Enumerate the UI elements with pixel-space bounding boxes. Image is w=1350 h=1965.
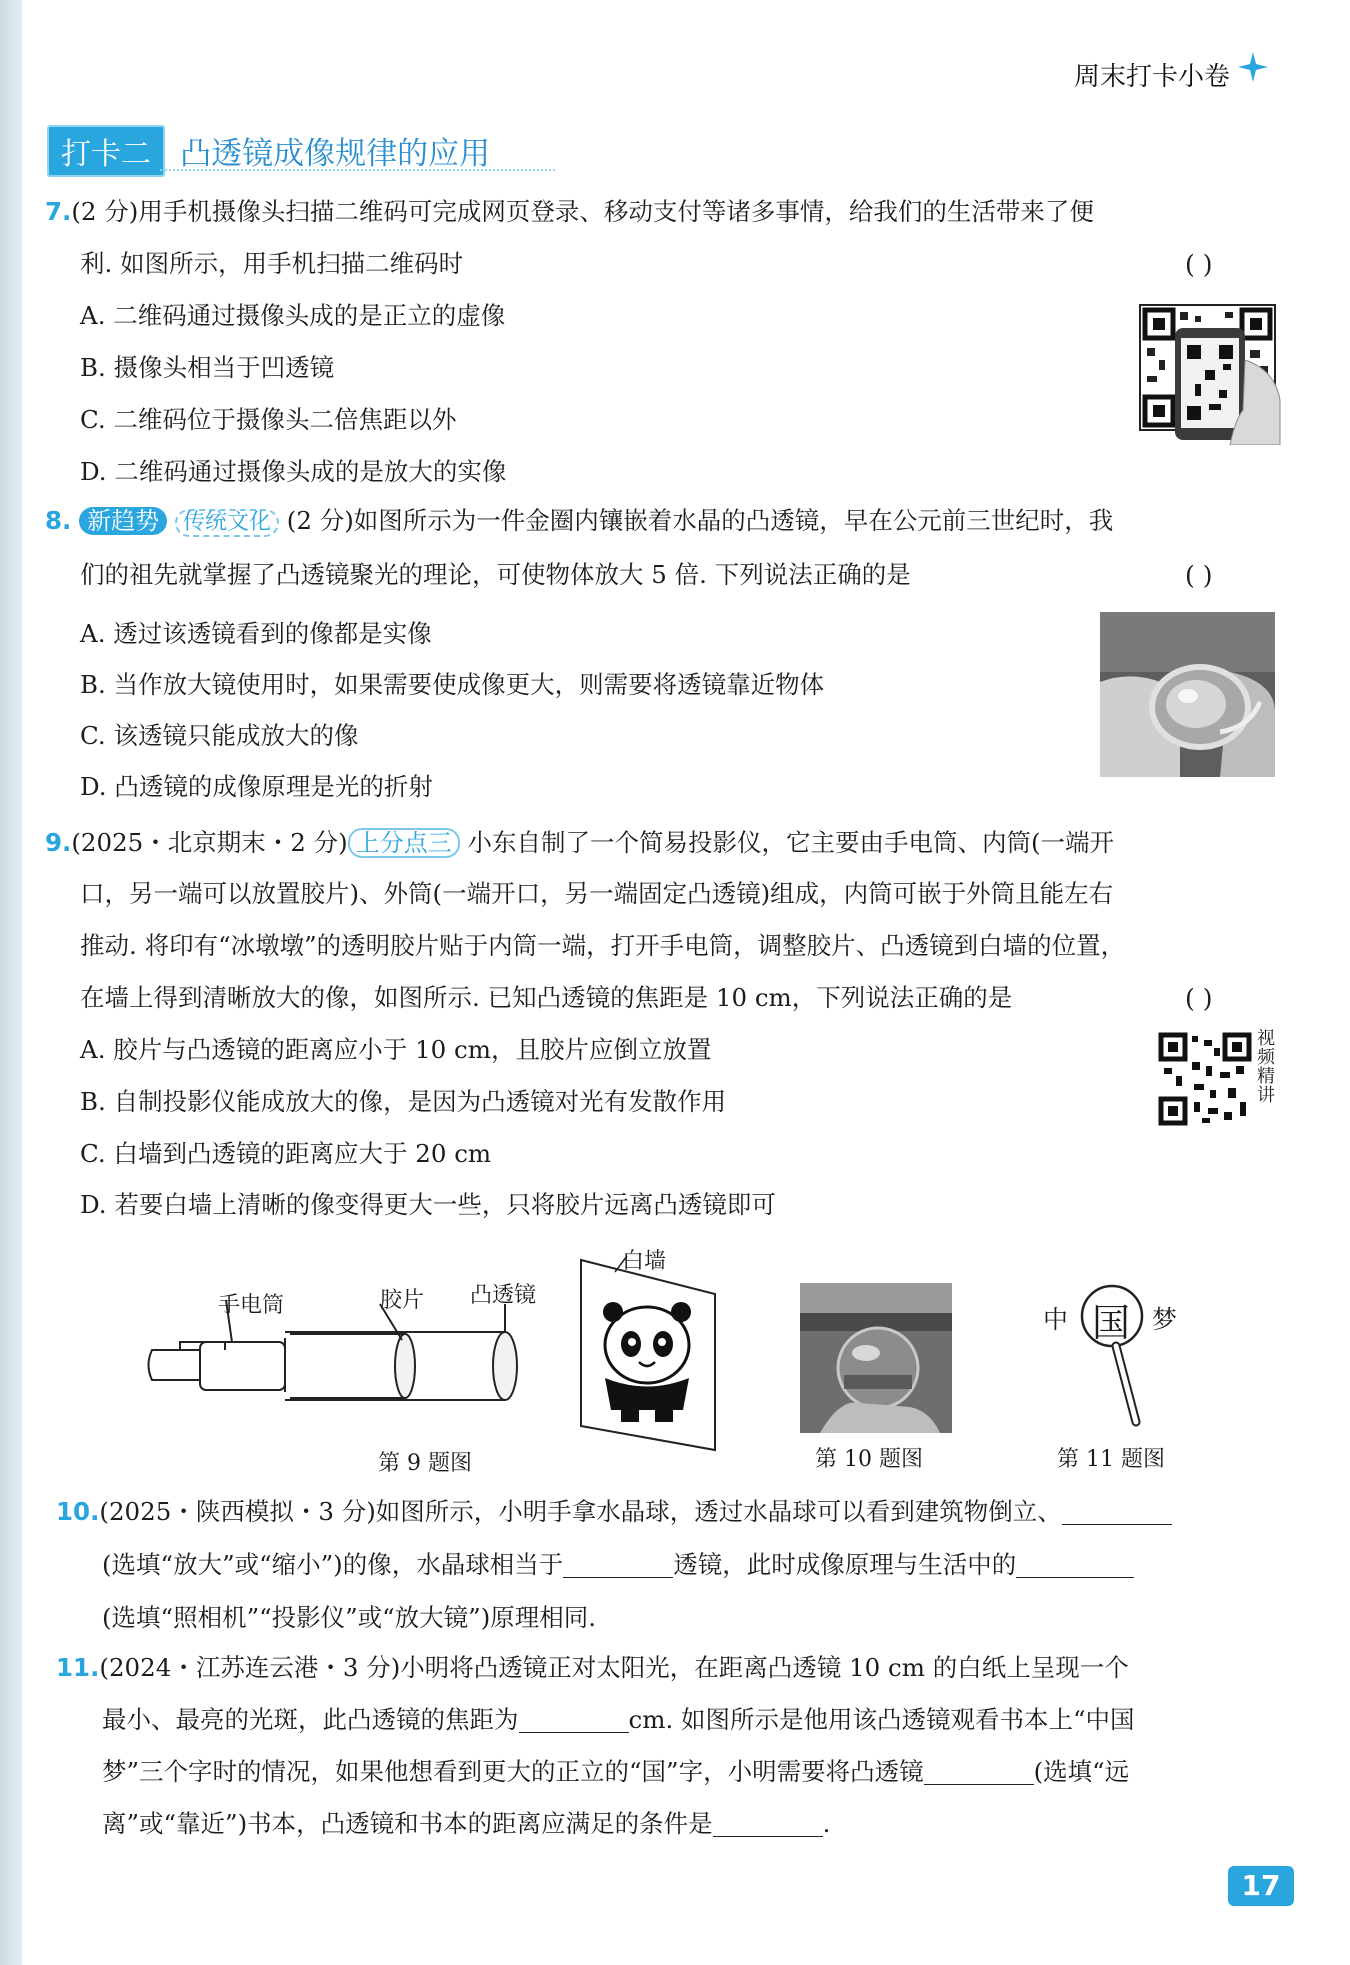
q8-answer-paren[interactable]: ( ) <box>1185 561 1213 590</box>
q9-line-1 <box>45 828 1114 858</box>
page-edge-strip <box>0 0 22 1965</box>
q11-stem-3a: 梦”三个字时的情况，如果他想看到更大的正立的“国”字，小明需要将凸透镜 <box>102 1757 924 1786</box>
q9-stem-3: 推动. 将印有“冰墩墩”的透明胶片贴于内筒一端，打开手电筒，调整胶片、凸透镜到白墙的位置， <box>80 931 1126 960</box>
q11-line-3 <box>102 1757 1130 1786</box>
q11-stem-3b: (选填“远 <box>1033 1757 1130 1786</box>
q10-line-1 <box>56 1497 1172 1526</box>
q11-stem-2b: cm. 如图所示是他用该凸透镜观看书本上“中国 <box>628 1705 1135 1734</box>
q8-option-b[interactable]: B. 当作放大镜使用时，如果需要使成像更大，则需要将透镜靠近物体 <box>80 670 825 699</box>
q11-char-left: 中 <box>1043 1305 1069 1334</box>
q8-tag-culture: 传统文化 <box>175 509 279 537</box>
q9-stem-2: 口，另一端可以放置胶片)、外筒(一端开口，另一端固定凸透镜)组成，内筒可嵌于外筒且能左右 <box>80 879 1114 908</box>
q11-line-2 <box>102 1705 1135 1734</box>
q10-blank-3[interactable] <box>1016 1555 1134 1578</box>
q8-stem-2: 们的祖先就掌握了凸透镜聚光的理论，可使物体放大 5 倍. 下列说法正确的是 <box>80 560 911 589</box>
sparkle-icon <box>1236 50 1270 84</box>
q7-stem-1: (2 分)用手机摄像头扫描二维码可完成网页登录、移动支付等诸多事情，给我们的生活带来了便 <box>71 197 1094 226</box>
section-underline <box>160 166 555 171</box>
q11-char-center: 国 <box>1092 1301 1131 1345</box>
section-heading <box>47 125 490 171</box>
q10-blank-2[interactable] <box>563 1555 673 1578</box>
q7-line-1 <box>45 197 1094 226</box>
q11-blank-1[interactable] <box>519 1710 629 1733</box>
q10-stem-1: (2025・陕西模拟・3 分)如图所示，小明手拿水晶球，透过水晶球可以看到建筑物倒立、 <box>99 1497 1062 1526</box>
q11-stem-4a: 离”或“靠近”)书本，凸透镜和书本的距离应满足的条件是 <box>102 1809 713 1838</box>
q11-stem-4b: . <box>822 1809 831 1838</box>
q9-option-a[interactable]: A. 胶片与凸透镜的距离应小于 10 cm，且胶片应倒立放置 <box>80 1035 712 1064</box>
q11-stem-2a: 最小、最亮的光斑，此凸透镜的焦距为 <box>102 1705 519 1734</box>
section-title: 凸透镜成像规律的应用 <box>180 136 491 172</box>
q7-stem-2: 利. 如图所示，用手机扫描二维码时 <box>80 249 464 278</box>
q9-stem-1: 小东自制了一个简易投影仪，它主要由手电筒、内筒(一端开 <box>467 828 1115 857</box>
q11-char-right: 梦 <box>1152 1305 1178 1334</box>
q11-number: 11. <box>56 1653 100 1682</box>
q9-label-wall: 白墙 <box>622 1249 667 1274</box>
q7-option-c[interactable]: C. 二维码位于摄像头二倍焦距以外 <box>80 405 457 434</box>
video-explain-label: 视频精讲 <box>1257 1028 1275 1106</box>
q10-blank-1[interactable] <box>1062 1502 1172 1525</box>
video-qr-code[interactable] <box>1158 1032 1252 1126</box>
q8-number: 8. <box>45 506 72 535</box>
q10-stem-2b: 透镜，此时成像原理与生活中的 <box>673 1550 1017 1579</box>
q9-option-d[interactable]: D. 若要白墙上清晰的像变得更大一些，只将胶片远离凸透镜即可 <box>80 1190 776 1219</box>
q11-line-4 <box>102 1809 831 1838</box>
q9-source: (2025・北京期末・2 分) <box>71 828 348 857</box>
q9-label-film: 胶片 <box>380 1288 425 1313</box>
header-title: 周末打卡小卷 <box>1073 62 1230 92</box>
section-tag: 打卡二 <box>47 125 165 177</box>
q10-crystal-ball-photo <box>800 1283 952 1433</box>
q8-tag-trend: 新趋势 <box>79 507 167 535</box>
q8-option-d[interactable]: D. 凸透镜的成像原理是光的折射 <box>80 772 433 801</box>
q9-number: 9. <box>45 828 72 857</box>
q9-label-lens: 凸透镜 <box>470 1283 537 1308</box>
q7-qr-phone-figure <box>1135 300 1285 445</box>
q9-figure-caption: 第 9 题图 <box>378 1451 472 1476</box>
q7-number: 7. <box>45 197 72 226</box>
q8-option-c[interactable]: C. 该透镜只能成放大的像 <box>80 721 359 750</box>
q9-answer-paren[interactable]: ( ) <box>1185 984 1213 1013</box>
q10-number: 10. <box>56 1497 100 1526</box>
q7-option-a[interactable]: A. 二维码通过摄像头成的是正立的虚像 <box>80 301 506 330</box>
q9-tag: 上分点三 <box>348 828 460 858</box>
q8-option-a[interactable]: A. 透过该透镜看到的像都是实像 <box>80 619 432 648</box>
q11-figure-caption: 第 11 题图 <box>1057 1447 1165 1472</box>
page-number: 17 <box>1228 1866 1294 1906</box>
q11-blank-2[interactable] <box>924 1762 1034 1785</box>
q11-blank-3[interactable] <box>713 1814 823 1837</box>
q8-line-1 <box>45 507 1113 537</box>
q10-stem-3: (选填“照相机”“投影仪”或“放大镜”)原理相同. <box>102 1603 597 1632</box>
q9-label-flashlight: 手电筒 <box>218 1293 285 1318</box>
q10-stem-2a: (选填“放大”或“缩小”)的像，水晶球相当于 <box>102 1550 564 1579</box>
q10-line-2 <box>102 1550 1134 1579</box>
q7-answer-paren[interactable]: ( ) <box>1185 250 1213 279</box>
q9-option-b[interactable]: B. 自制投影仪能成放大的像，是因为凸透镜对光有发散作用 <box>80 1087 727 1116</box>
q8-stem-1: (2 分)如图所示为一件金圈内镶嵌着水晶的凸透镜，早在公元前三世纪时，我 <box>286 506 1114 535</box>
q11-stem-1: (2024・江苏连云港・3 分)小明将凸透镜正对太阳光，在距离凸透镜 10 cm 的白纸上呈现一个 <box>99 1653 1129 1682</box>
q9-stem-4: 在墙上得到清晰放大的像，如图所示. 已知凸透镜的焦距是 10 cm，下列说法正确的是 <box>80 983 1013 1012</box>
q7-option-d[interactable]: D. 二维码通过摄像头成的是放大的实像 <box>80 457 507 486</box>
q8-crystal-lens-photo <box>1100 612 1275 777</box>
q11-line-1 <box>56 1653 1129 1682</box>
q7-option-b[interactable]: B. 摄像头相当于凹透镜 <box>80 353 335 382</box>
q10-figure-caption: 第 10 题图 <box>815 1447 923 1472</box>
q9-option-c[interactable]: C. 白墙到凸透镜的距离应大于 20 cm <box>80 1139 492 1168</box>
